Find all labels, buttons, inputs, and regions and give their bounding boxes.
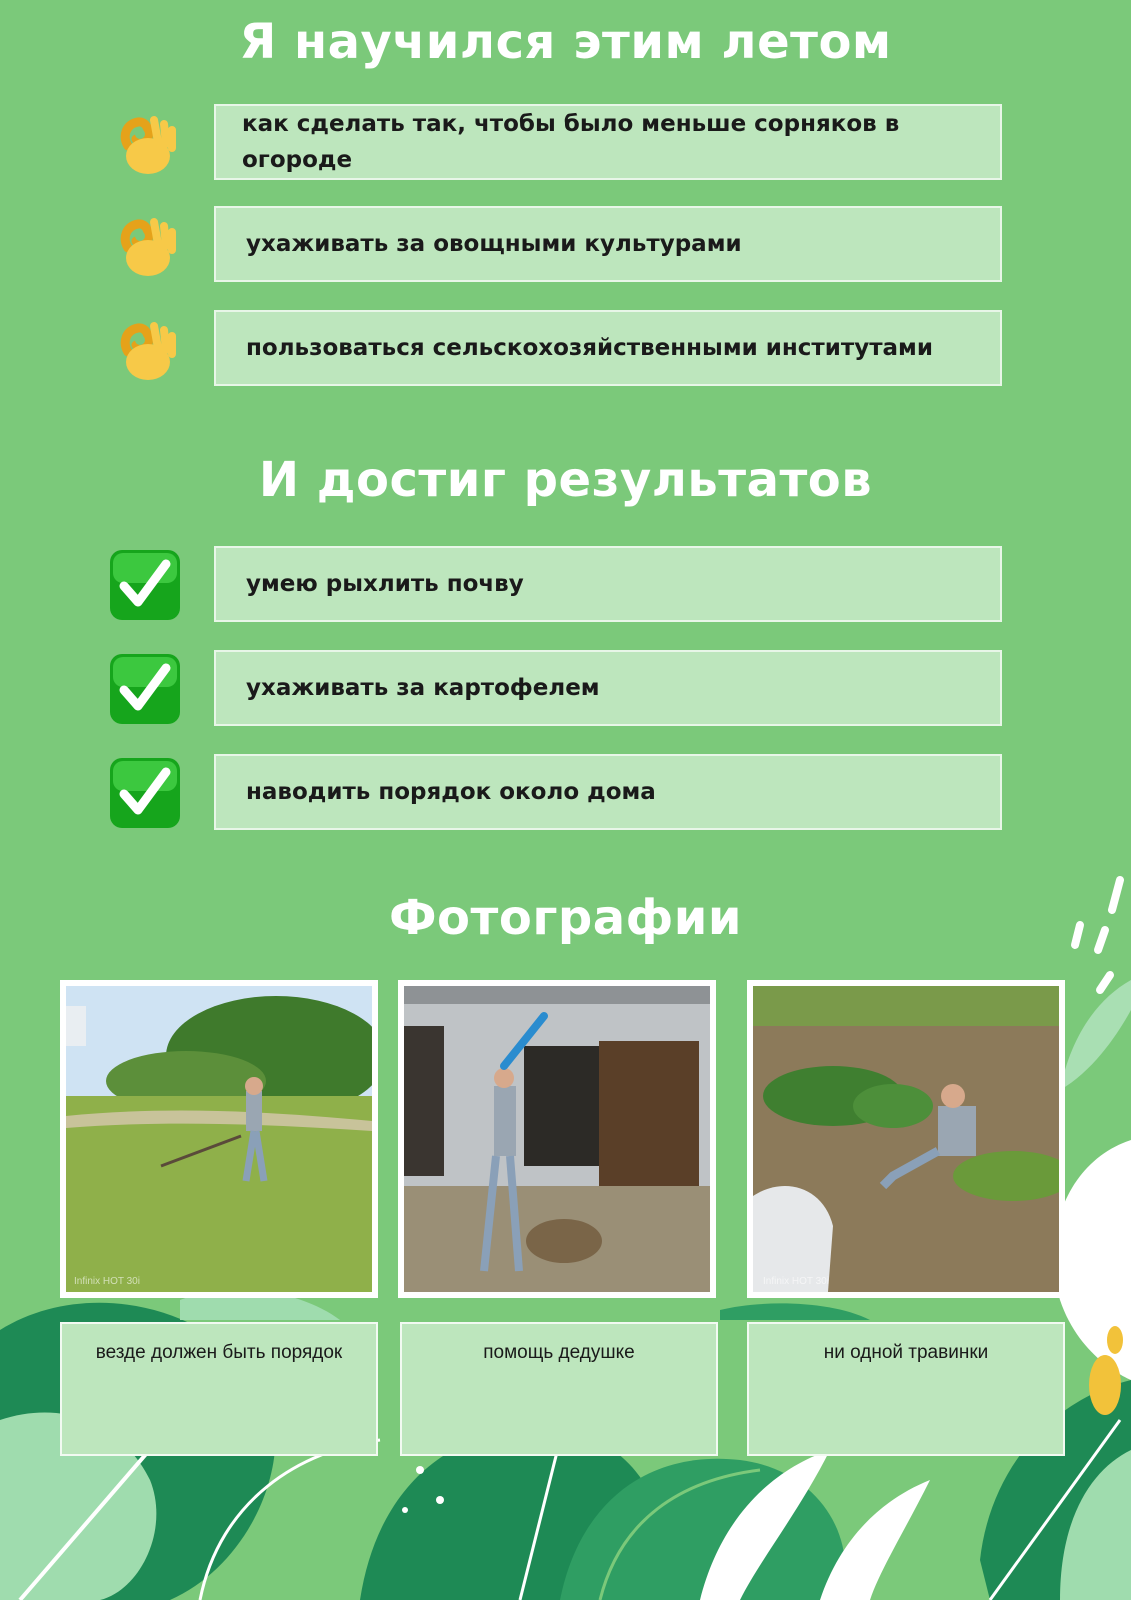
photo-watermark: Infinix HOT 30i — [763, 1276, 829, 1287]
learned-item — [0, 206, 1131, 284]
learned-card — [214, 310, 1002, 386]
result-card — [214, 650, 1002, 726]
section-title-results: И достиг результатов — [258, 452, 873, 508]
learned-text: пользоваться сельскохозяйственными институтами — [246, 335, 933, 361]
result-text: умею рыхлить почву — [246, 571, 524, 597]
check-mark-icon — [108, 652, 182, 726]
result-card — [214, 754, 1002, 830]
result-text: ухаживать за картофелем — [246, 675, 600, 701]
result-item — [0, 546, 1131, 624]
result-item — [0, 650, 1131, 728]
ok-hand-icon — [108, 312, 182, 386]
photo-raking-grass — [60, 980, 378, 1298]
check-mark-icon — [108, 756, 182, 830]
ok-hand-icon — [108, 106, 182, 180]
photo-caption: везде должен быть порядок — [60, 1322, 378, 1456]
learned-item — [0, 310, 1131, 388]
learned-text: как сделать так, чтобы было меньше сорняков в огороде — [242, 111, 900, 173]
learned-text: ухаживать за овощными культурами — [246, 231, 742, 257]
section-title-learned: Я научился этим летом — [239, 14, 892, 70]
photo-potato-garden — [747, 980, 1065, 1298]
section-title-photos: Фотографии — [388, 890, 743, 946]
result-item — [0, 754, 1131, 832]
check-mark-icon — [108, 548, 182, 622]
photo-chopping-wood — [398, 980, 716, 1298]
photo-caption: помощь дедушке — [400, 1322, 718, 1456]
photo-caption: ни одной травинки — [747, 1322, 1065, 1456]
result-card — [214, 546, 1002, 622]
learned-card — [214, 206, 1002, 282]
result-text: наводить порядок около дома — [246, 779, 656, 805]
ok-hand-icon — [108, 208, 182, 282]
photo-watermark: Infinix HOT 30i — [74, 1276, 140, 1287]
learned-card — [214, 104, 1002, 180]
learned-item — [0, 104, 1131, 182]
